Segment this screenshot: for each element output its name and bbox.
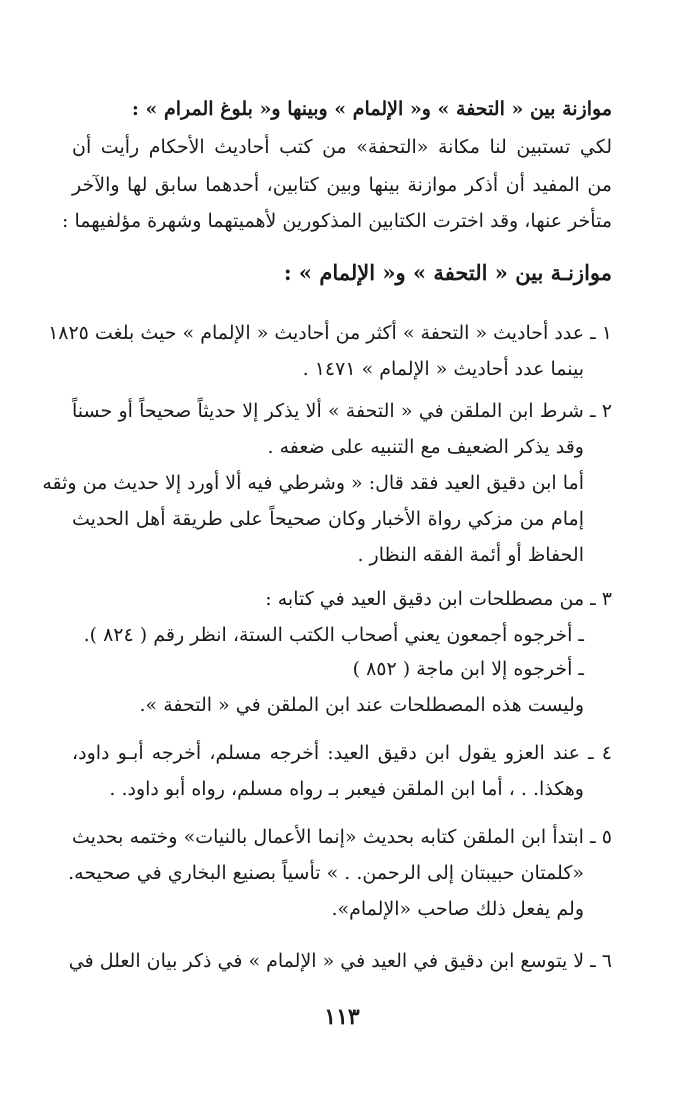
item-2-line-4: إمام من مزكي رواة الأخبار وكان صحيحاً على طريقة أهل الحديث: [72, 508, 584, 530]
section-heading-comparison-three: موازنة بين « التحفة » و« الإلمام » وبينها و« بلوغ المرام » :: [131, 98, 612, 120]
section-heading-comparison-two: موازنـة بين « التحفة » و« الإلمام » :: [283, 260, 612, 285]
intro-line-1: لكي تستبين لنا مكانة «التحفة» من كتب أحاديث الأحكام رأيت أن: [72, 136, 612, 158]
intro-line-2: من المفيد أن أذكر موازنة بينها وبين كتابين، أحدهما سابق لها والآخر: [72, 174, 612, 196]
item-4-line-1: ٤ ـ عند العزو يقول ابن دقيق العيد: أخرجه مسلم، أخرجه أبـو داود،: [72, 742, 612, 764]
item-2-line-3: أما ابن دقيق العيد فقد قال: « وشرطي فيه ألا أورد إلا حديث من وثقه: [42, 472, 584, 494]
item-5-line-3: ولم يفعل ذلك صاحب «الإلمام».: [331, 898, 584, 920]
item-2-line-2: وقد يذكر الضعيف مع التنبيه على ضعفه .: [267, 436, 584, 458]
item-1-line-1: ١ ـ عدد أحاديث « التحفة » أكثر من أحاديث « الإلمام » حيث بلغت ١٨٢٥: [48, 322, 612, 344]
item-3-line-2: ـ أخرجوه أجمعون يعني أصحاب الكتب الستة، انظر رقم ( ٨٢٤ ).: [83, 624, 584, 646]
page-number: ١١٣: [324, 1004, 360, 1030]
item-3-line-4: وليست هذه المصطلحات عند ابن الملقن في « التحفة ».: [139, 694, 584, 716]
intro-line-3: متأخر عنها، وقد اخترت الكتابين المذكورين لأهميتهما وشهرة مؤلفيهما :: [62, 210, 612, 232]
item-4-line-2: وهكذا. . ، أما ابن الملقن فيعبر بـ رواه مسلم، رواه أبو داود. .: [109, 778, 584, 800]
item-3-line-1: ٣ ـ من مصطلحات ابن دقيق العيد في كتابه :: [265, 588, 612, 610]
item-6-line-1: ٦ ـ لا يتوسع ابن دقيق في العيد في « الإلمام » في ذكر بيان العلل في: [68, 950, 612, 972]
item-2-line-5: الحفاظ أو أئمة الفقه النظار .: [357, 544, 584, 566]
item-1-line-2: بينما عدد أحاديث « الإلمام » ١٤٧١ .: [302, 358, 584, 380]
item-5-line-1: ٥ ـ ابتدأ ابن الملقن كتابه بحديث «إنما الأعمال بالنيات» وختمه بحديث: [72, 826, 612, 848]
item-5-line-2: «كلمتان حبيبتان إلى الرحمن. . » تأسياً بصنيع البخاري في صحيحه.: [68, 862, 584, 884]
item-2-line-1: ٢ ـ شرط ابن الملقن في « التحفة » ألا يذكر إلا حديثاً صحيحاً أو حسناً: [72, 400, 612, 422]
item-3-line-3: ـ أخرجوه إلا ابن ماجة ( ٨٥٢ ): [352, 658, 584, 680]
